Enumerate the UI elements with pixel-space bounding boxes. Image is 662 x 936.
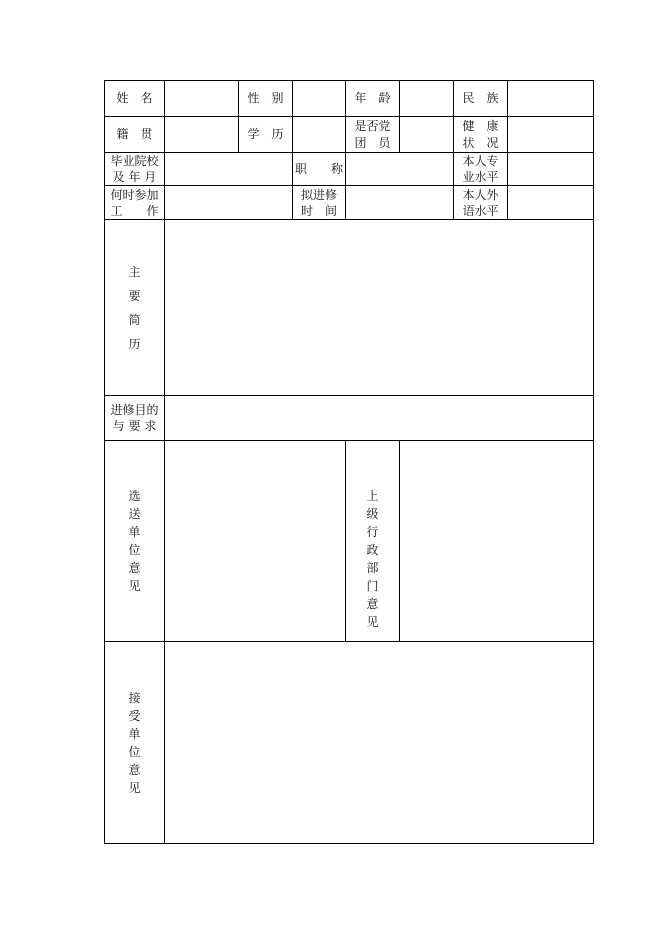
education-field[interactable] bbox=[293, 117, 346, 153]
health-label-line2: 状 况 bbox=[462, 135, 499, 150]
education-label: 学 历 bbox=[239, 117, 293, 153]
gender-field[interactable] bbox=[293, 81, 346, 117]
training-application-form bbox=[104, 80, 594, 844]
study-time-label-line2: 时 间 bbox=[300, 203, 337, 218]
party-member-label-line2: 团 员 bbox=[354, 135, 391, 150]
native-place-field[interactable] bbox=[165, 117, 239, 153]
sending-unit-char: 位 bbox=[128, 543, 141, 558]
form-row-school bbox=[105, 153, 594, 186]
graduation-school-label-line1: 毕业院校 bbox=[110, 154, 159, 168]
ethnicity-field[interactable] bbox=[508, 81, 594, 117]
receiving-unit-char: 见 bbox=[128, 780, 141, 795]
study-time-field[interactable] bbox=[346, 186, 454, 220]
superior-dept-char: 行 bbox=[366, 525, 379, 540]
gender-label: 性 别 bbox=[239, 81, 293, 117]
work-start-label-line1: 何时参加 bbox=[110, 187, 159, 202]
sending-unit-char: 送 bbox=[128, 507, 141, 522]
sending-unit-char: 意 bbox=[128, 561, 141, 576]
work-start-label bbox=[105, 186, 165, 220]
receiving-unit-char: 位 bbox=[128, 744, 141, 759]
receiving-unit-field[interactable] bbox=[165, 642, 594, 844]
professional-level-label bbox=[454, 153, 508, 186]
form-row-receiving-unit bbox=[105, 642, 594, 844]
superior-dept-field[interactable] bbox=[400, 441, 594, 642]
purpose-label-line2: 与 要 求 bbox=[112, 419, 157, 434]
superior-dept-char: 部 bbox=[366, 561, 379, 576]
resume-char: 要 bbox=[128, 288, 141, 303]
resume-char: 主 bbox=[128, 264, 141, 279]
sending-unit-char: 选 bbox=[128, 489, 141, 504]
study-time-label bbox=[293, 186, 346, 220]
foreign-language-label bbox=[454, 186, 508, 220]
resume-label bbox=[105, 220, 165, 396]
age-label: 年 龄 bbox=[346, 81, 400, 117]
form-row-resume bbox=[105, 220, 594, 396]
receiving-unit-char: 单 bbox=[128, 726, 141, 741]
party-member-label-line1: 是否党 bbox=[354, 119, 391, 134]
superior-dept-char: 门 bbox=[366, 579, 379, 594]
professional-level-field[interactable] bbox=[508, 153, 594, 186]
professional-level-label-line2: 业水平 bbox=[462, 170, 499, 185]
form-row-purpose bbox=[105, 396, 594, 441]
purpose-label bbox=[105, 396, 165, 441]
resume-char: 历 bbox=[128, 337, 141, 352]
party-member-label bbox=[346, 117, 400, 153]
receiving-unit-char: 接 bbox=[128, 690, 141, 705]
superior-dept-char: 上 bbox=[366, 489, 379, 504]
study-time-label-line1: 拟进修 bbox=[300, 187, 337, 202]
professional-level-label-line1: 本人专 bbox=[462, 154, 499, 168]
resume-field[interactable] bbox=[165, 220, 594, 396]
receiving-unit-char: 意 bbox=[128, 762, 141, 777]
receiving-unit-label bbox=[105, 642, 165, 844]
foreign-language-label-line2: 语水平 bbox=[462, 203, 499, 218]
sending-unit-char: 见 bbox=[128, 579, 141, 594]
name-field[interactable] bbox=[165, 81, 239, 117]
work-start-label-line2: 工 作 bbox=[110, 203, 159, 218]
superior-dept-char: 意 bbox=[366, 597, 379, 612]
job-title-field[interactable] bbox=[346, 153, 454, 186]
superior-dept-char: 级 bbox=[366, 507, 379, 522]
purpose-field[interactable] bbox=[165, 396, 594, 441]
foreign-language-field[interactable] bbox=[508, 186, 594, 220]
form-row-opinions bbox=[105, 441, 594, 642]
job-title-label: 职 称 bbox=[293, 153, 346, 186]
form-row-basic-2 bbox=[105, 117, 594, 153]
receiving-unit-char: 受 bbox=[128, 708, 141, 723]
name-label: 姓 名 bbox=[105, 81, 165, 117]
ethnicity-label: 民 族 bbox=[454, 81, 508, 117]
native-place-label: 籍 贯 bbox=[105, 117, 165, 153]
sending-unit-field[interactable] bbox=[165, 441, 346, 642]
work-start-field[interactable] bbox=[165, 186, 293, 220]
foreign-language-label-line1: 本人外 bbox=[462, 187, 499, 202]
health-label-line1: 健 康 bbox=[462, 119, 499, 134]
sending-unit-label bbox=[105, 441, 165, 642]
graduation-school-label bbox=[105, 153, 165, 186]
health-label bbox=[454, 117, 508, 153]
superior-dept-char: 政 bbox=[366, 543, 379, 558]
superior-dept-label bbox=[346, 441, 400, 642]
purpose-label-line1: 进修目的 bbox=[110, 403, 159, 418]
graduation-school-field[interactable] bbox=[165, 153, 293, 186]
party-member-field[interactable] bbox=[400, 117, 454, 153]
health-field[interactable] bbox=[508, 117, 594, 153]
graduation-school-label-line2: 及 年 月 bbox=[112, 170, 157, 185]
sending-unit-char: 单 bbox=[128, 525, 141, 540]
age-field[interactable] bbox=[400, 81, 454, 117]
form-row-work bbox=[105, 186, 594, 220]
form-row-basic-1 bbox=[105, 81, 594, 117]
superior-dept-char: 见 bbox=[366, 615, 379, 630]
resume-char: 简 bbox=[128, 312, 141, 327]
